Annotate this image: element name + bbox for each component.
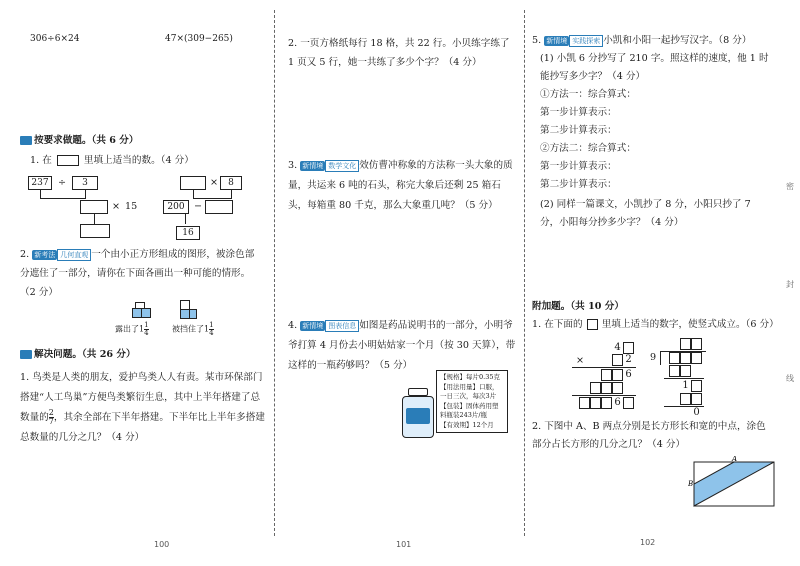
div-box[interactable] — [680, 393, 691, 405]
mul-digit: 2 — [623, 354, 634, 366]
chain2-line-h — [193, 198, 232, 199]
figure-1-caption: 露出了1 $\frac{1}{4}$ — [115, 321, 149, 337]
div-digit: 1 — [680, 380, 691, 392]
chain2-op2: − — [194, 201, 203, 212]
question-3-col2: 3. 新情境 数学文化 效仿曹冲称象的方法称一头大象的质量，共运来 6 吨的石头，称完大象后还剩 25 箱石头，每箱重 80 千克，那么大象重几吨？（5 分） — [288, 160, 513, 211]
chain2-op1: × — [210, 177, 219, 188]
chain2-line2-v — [185, 214, 186, 224]
mul-rule-2 — [572, 395, 636, 396]
empty-box-icon — [57, 155, 79, 166]
step-2-label: 第二步计算表示： — [540, 125, 617, 136]
question-1-prompt: 1. 在 里填上适当的数。（4 分） — [30, 155, 194, 166]
mul-box[interactable] — [623, 342, 634, 354]
question-4-col2: 4. 新情境 图表信息 如图是药品说明书的一部分，小明爷爷打算 4 月份去小明姑姑家一个月（按 30 天算），带这样的一瓶药够吗？（5 分） — [288, 320, 516, 371]
extra-question-1: 1. 在下面的 里填上适当的数字，使竖式成立。（6 分） — [532, 319, 779, 330]
mul-box[interactable] — [612, 354, 623, 366]
empty-box-icon-2 — [587, 319, 598, 330]
shaded-rectangle-figure — [688, 456, 778, 510]
long-division — [650, 338, 710, 418]
chain1-box-c: 15 — [125, 201, 138, 212]
div-digit: 0 — [691, 407, 702, 419]
margin-char-2: 封 — [786, 280, 794, 289]
tag-practice: 实践探索 — [569, 35, 603, 47]
chain1-op2: × — [112, 201, 121, 212]
chain2-result-box: 16 — [176, 226, 200, 240]
div-box[interactable] — [680, 365, 691, 377]
tag-chart-info: 图表信息 — [325, 320, 359, 332]
label-line: 料瓶装243片/瓶 — [440, 411, 488, 419]
chain2-box-b: 8 — [220, 176, 242, 190]
margin-char-1: 密 — [786, 182, 794, 191]
mul-sign: × — [576, 355, 585, 366]
div-box[interactable] — [680, 338, 691, 350]
chain1-box-b: 3 — [72, 176, 98, 190]
step-1-label: 第一步计算表示： — [540, 107, 617, 118]
mul-box[interactable] — [612, 382, 623, 394]
mul-box[interactable] — [601, 397, 612, 409]
point-b-label: B — [688, 480, 694, 488]
div-box[interactable] — [680, 352, 691, 364]
page-number-102: 102 — [640, 538, 656, 547]
chain2-box-a-empty[interactable] — [180, 176, 206, 190]
mul-rule — [572, 367, 636, 368]
chain1-line-right — [85, 190, 86, 198]
label-line: 一日三次，每次3片 — [440, 392, 497, 400]
vertical-multiplication — [572, 342, 636, 412]
question-2-col2: 2. 一页方格纸每行 18 格，共 22 行。小贝练字练了 1 页又 5 行，她一共练了多少个字？（4 分） — [288, 38, 510, 68]
method-1-label: ①方法一：综合算式： — [540, 89, 636, 100]
mul-box[interactable] — [601, 382, 612, 394]
tag-geometry: 几何直观 — [57, 249, 91, 261]
div-box[interactable] — [669, 365, 680, 377]
section-number-icon — [20, 136, 32, 145]
page-number-101: 101 — [396, 540, 412, 549]
mul-box[interactable] — [590, 397, 601, 409]
div-bracket-side — [660, 351, 661, 365]
medicine-label — [436, 370, 508, 433]
mul-digit: 4 — [612, 342, 623, 354]
question-2-text: 2. 新考法 几何直观 一个由小正方形组成的图形，被涂色部分遮住了一部分，请你在下面各画出一种可能的情形。（2 分） — [20, 249, 255, 298]
chain1-line-h — [40, 198, 86, 199]
medicine-bottle — [402, 388, 434, 438]
chain1-answer-box[interactable] — [80, 200, 108, 214]
step-3-label: 第一步计算表示： — [540, 161, 617, 172]
mul-box[interactable] — [623, 397, 634, 409]
tag-new-method: 新考法 — [34, 250, 56, 259]
extra-section-title: 附加题。（共 10 分） — [532, 301, 624, 312]
div-rule — [664, 378, 704, 379]
chain1-box-a: 237 — [28, 176, 52, 190]
mul-box[interactable] — [590, 382, 601, 394]
chain1-result-box[interactable] — [80, 224, 110, 238]
label-line: 【有效期】12个月 — [440, 420, 494, 429]
mul-digit: 6 — [612, 397, 623, 409]
chain1-line2-v — [94, 214, 95, 224]
div-box[interactable] — [691, 352, 702, 364]
question-5-part1: (1) 小凯 6 分抄写了 210 字。照这样的速度，他 1 时能抄写多少字？（4 分） — [540, 53, 769, 82]
figure-2-caption: 被挡住了1 $\frac{1}{4}$ — [172, 321, 214, 337]
div-box[interactable] — [669, 352, 680, 364]
tag-new-context-2: 新情境 — [302, 321, 324, 330]
div-box[interactable] — [691, 393, 702, 405]
chain2-line-right — [231, 190, 232, 198]
div-divisor: 9 — [650, 352, 657, 363]
chain1-line-left — [40, 190, 41, 198]
div-box[interactable] — [691, 338, 702, 350]
chain2-answer-box[interactable] — [205, 200, 233, 214]
method-2-label: ②方法二：综合算式： — [540, 143, 636, 154]
column-divider-2 — [524, 10, 525, 536]
mul-box[interactable] — [612, 369, 623, 381]
point-a-label: A — [732, 456, 738, 463]
chain2-line-left — [193, 190, 194, 198]
calc-expression-1: 306÷6×24 — [30, 34, 80, 44]
step-4-label: 第二步计算表示： — [540, 179, 617, 190]
label-line: 【规格】每片0.35克 — [440, 373, 500, 381]
question-5-part2: (2) 同样一篇课文，小凯抄了 8 分，小阳只抄了 7 分，小阳每分抄多少字？（4 分） — [540, 199, 751, 228]
question-4-1-text: 1. 鸟类是人类的朋友，爱护鸟类人人有责。某市环保部门搭建“人工鸟巢”方便鸟类繁衍生息，其中上半年搭建了总数量的 $\frac{2}{7}$ ，其余全部在下半年搭建。下半年比上半年多搭建总数量的几分之几？（4 分） — [20, 372, 265, 443]
div-box[interactable] — [691, 380, 702, 392]
mul-box[interactable] — [579, 397, 590, 409]
chain1-op1: ÷ — [58, 177, 67, 188]
column-divider-1 — [274, 10, 275, 536]
mul-box[interactable] — [601, 369, 612, 381]
label-line: 【包装】固体药用塑 — [440, 401, 499, 410]
margin-char-3: 线 — [786, 374, 794, 383]
section-title-4: 解决问题。（共 26 分） — [20, 348, 136, 362]
page-number-100: 100 — [154, 540, 170, 549]
chain2-box-a: 200 — [163, 200, 189, 214]
section-title-3: 按要求做题。（共 6 分） — [20, 134, 139, 148]
mul-digit: 6 — [623, 369, 634, 381]
label-line: 【用法用量】口服， — [440, 382, 499, 391]
tag-math-culture: 数学文化 — [325, 160, 359, 172]
question-5-head: 5. 新情境 实践探索 小凯和小阳一起抄写汉字。（8 分） — [532, 35, 752, 46]
extra-question-2: 2. 下图中 A、B 两点分别是长方形长和宽的中点，涂色部分占长方形的几分之几？（4 分） — [532, 421, 766, 450]
calc-expression-2: 47×(309−265) — [165, 34, 233, 44]
section-number-icon-4 — [20, 350, 32, 359]
tag-new-context-3: 新情境 — [546, 36, 568, 45]
tag-new-context: 新情境 — [302, 161, 324, 170]
